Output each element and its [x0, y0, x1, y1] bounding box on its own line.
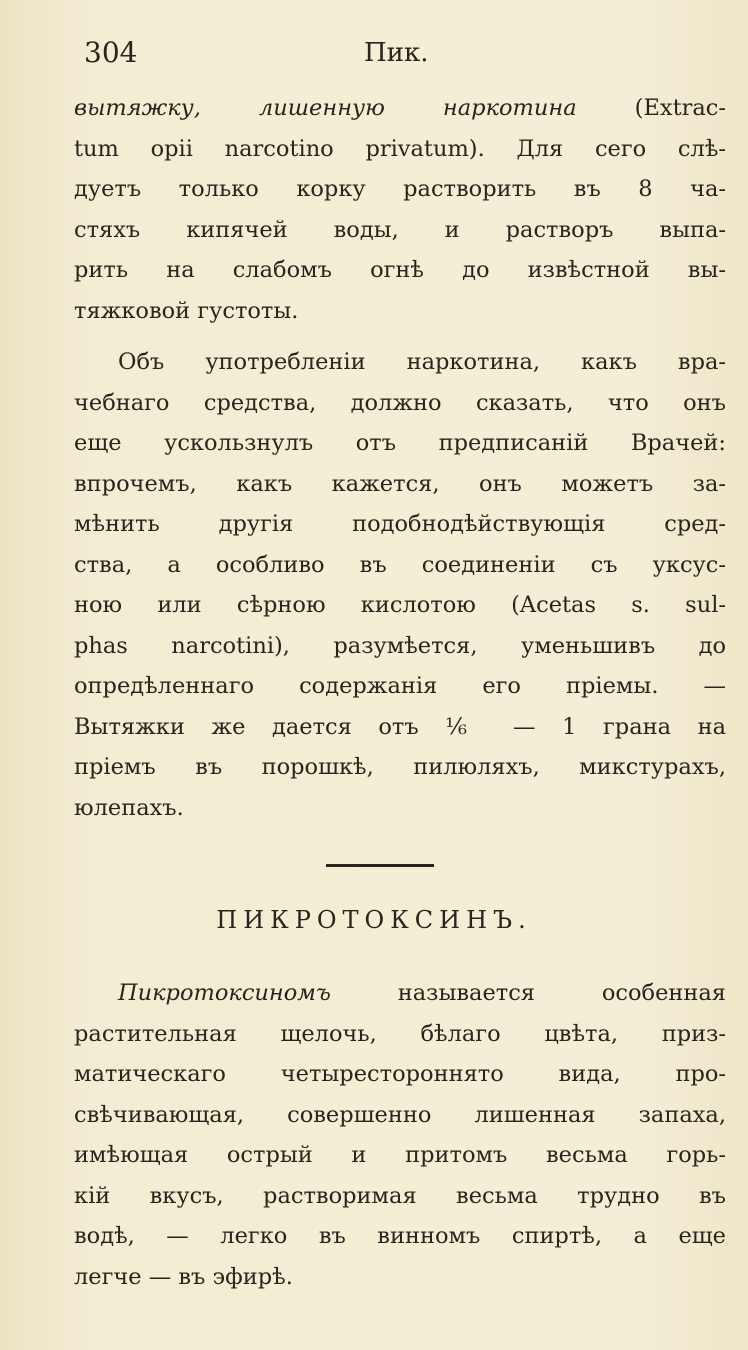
- text-line: еще ускользнулъ отъ предписаній Врачей:: [74, 430, 726, 456]
- text-line: растительная щелочь, бѣлаго цвѣта, приз-: [74, 1020, 726, 1047]
- text-line: [74, 973, 726, 1014]
- text-line: матическаго четырестороннято вида, про-: [74, 1061, 726, 1087]
- text-line: ства, а особливо въ соединеніи съ уксус-: [74, 551, 726, 578]
- text-line: кій вкусъ, растворимая весьма трудно въ: [74, 1182, 726, 1209]
- paragraph-usage: [74, 342, 726, 828]
- text-line: чебнаго средства, должно сказать, что онъ: [74, 389, 726, 416]
- paragraph-extract: [74, 88, 726, 331]
- text-line: стяхъ кипячей воды, и растворъ выпа-: [74, 216, 726, 243]
- text-line: имѣющая острый и притомъ весьма горь-: [74, 1142, 726, 1168]
- text-line: дуетъ только корку растворить въ 8 ча-: [74, 176, 726, 202]
- text-line: рить на слабомъ огнѣ до извѣстной вы-: [74, 257, 726, 283]
- text-line: tum opii narcotino privatum). Для сего слѣ-: [74, 135, 726, 162]
- paragraph-picrotoxin: [74, 973, 726, 1297]
- text-line: Объ употребленіи наркотина, какъ вра-: [118, 349, 726, 375]
- text-line: пріемъ въ порошкѣ, пилюляхъ, микстурахъ,: [74, 754, 726, 780]
- text-line: юлепахъ.: [74, 794, 184, 821]
- text-line: [74, 88, 726, 129]
- text-line: Вытяжки же дается отъ ⅙ — 1 грана на: [74, 713, 726, 740]
- running-head: Пик.: [364, 38, 429, 68]
- text-line: ною или сѣрною кислотою (Acetas s. sul-: [74, 592, 726, 618]
- text-line-part: (Extrac-: [576, 95, 726, 121]
- text-line: опредѣленнаго содержанія его пріемы. —: [74, 673, 726, 699]
- section-title: ПИКРОТОКСИНЪ.: [216, 906, 532, 934]
- section-divider: [326, 864, 434, 867]
- text-line: phas narcotini), разумѣется, уменьшивъ до: [74, 632, 726, 659]
- text-line: впрочемъ, какъ кажется, онъ можетъ за-: [74, 470, 726, 497]
- text-line: легче — въ эфирѣ.: [74, 1263, 293, 1290]
- text-line-part: вытяжку, лишенную наркотина: [74, 95, 577, 121]
- text-line-part: называется особенная: [330, 980, 726, 1006]
- text-line: водѣ, — легко въ винномъ спиртѣ, а еще: [74, 1223, 726, 1249]
- text-line: тяжковой густоты.: [74, 297, 299, 324]
- page-header: [84, 36, 664, 76]
- text-line: мѣнить другія подобнодѣйствующія сред-: [74, 511, 726, 537]
- text-line: свѣчивающая, совершенно лишенная запаха,: [74, 1101, 726, 1128]
- text-line-part: Пикротоксиномъ: [118, 980, 331, 1006]
- page-number: 304: [84, 36, 138, 69]
